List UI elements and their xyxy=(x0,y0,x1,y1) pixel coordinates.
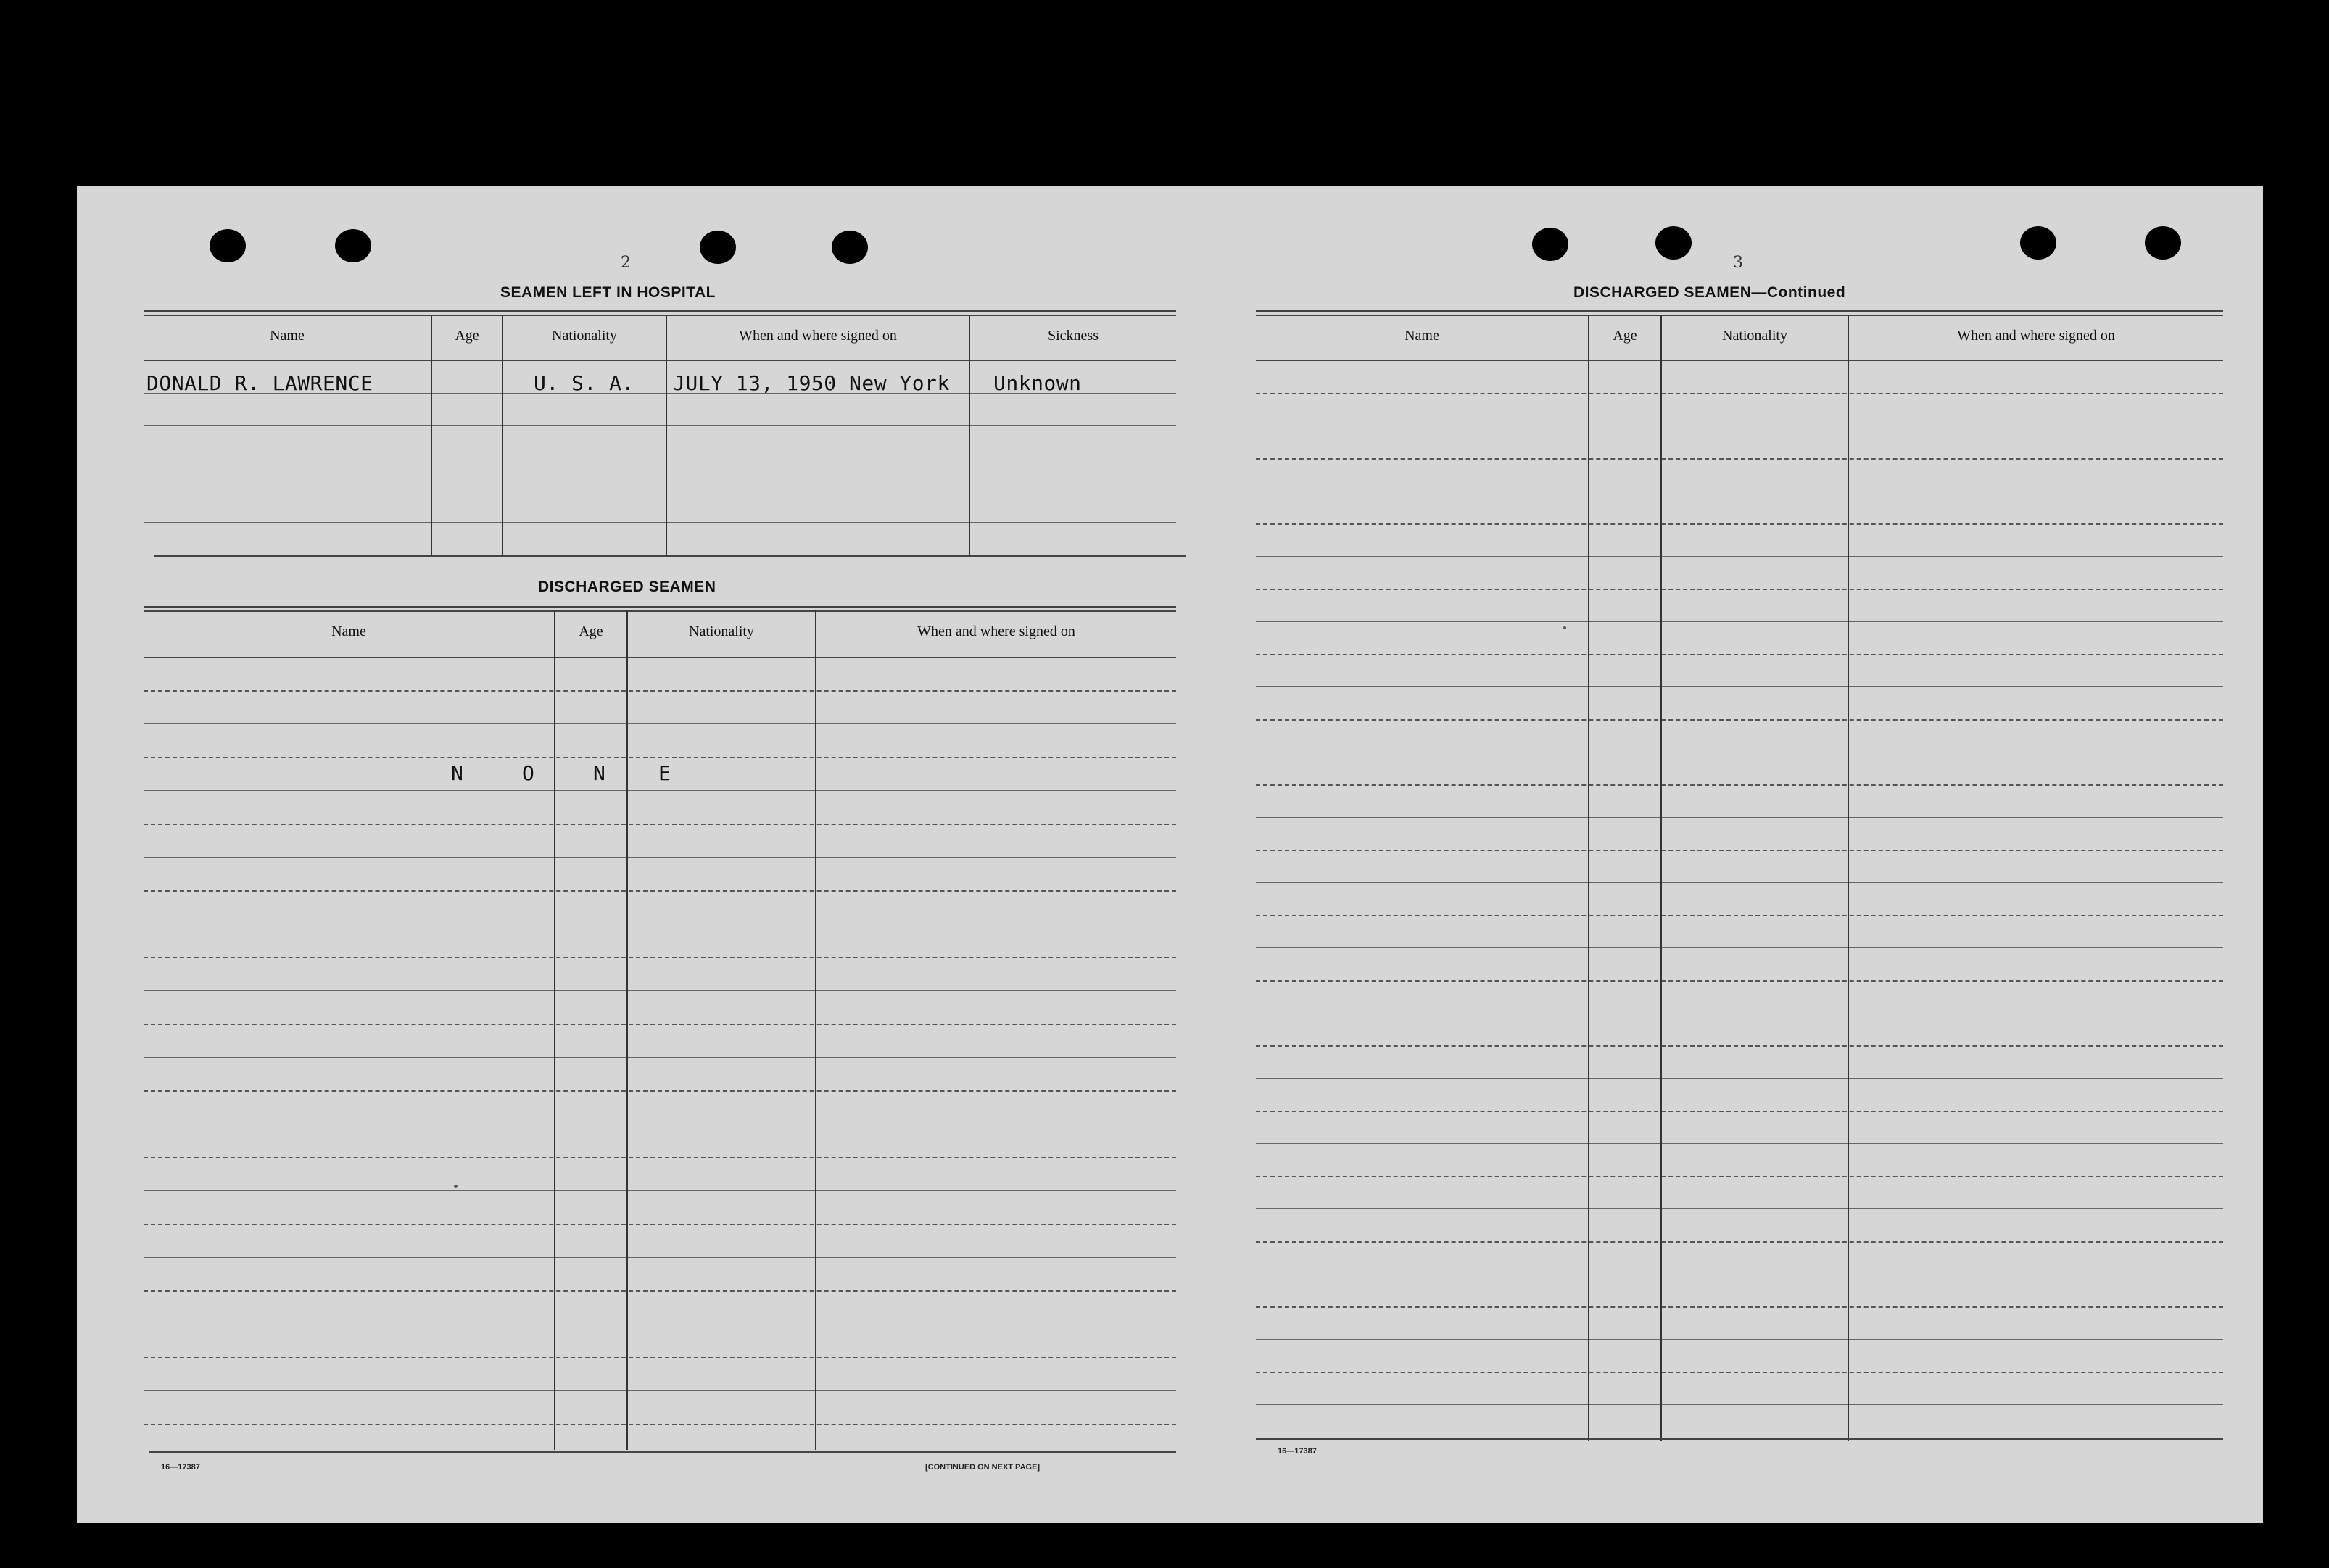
ruled-line xyxy=(144,824,1176,825)
ruled-line xyxy=(1256,947,2223,948)
hospital-entry-nationality: U. S. A. xyxy=(534,371,634,395)
ruled-line xyxy=(1256,1241,2223,1243)
ruled-line xyxy=(1256,882,2223,883)
punch-hole xyxy=(2145,226,2181,260)
ruled-line xyxy=(1256,719,2223,721)
column-header-nationality: Nationality xyxy=(1722,328,1787,344)
ruled-line xyxy=(144,1224,1176,1225)
none-letter: N xyxy=(451,761,464,785)
none-letter: N xyxy=(593,761,606,785)
manifest-sheet xyxy=(77,186,2263,1523)
ruled-line xyxy=(1256,556,2223,557)
ruled-line xyxy=(1256,621,2223,622)
punch-hole xyxy=(1655,226,1692,260)
ruled-line xyxy=(1256,1372,2223,1373)
discharged-continued-title: DISCHARGED SEAMEN—Continued xyxy=(1573,284,1846,301)
column-header-nationality: Nationality xyxy=(552,328,617,344)
ink-speck xyxy=(454,1185,458,1188)
hospital-section-title: SEAMEN LEFT IN HOSPITAL xyxy=(500,284,716,301)
ruled-line xyxy=(144,1390,1176,1391)
discharged-section-title: DISCHARGED SEAMEN xyxy=(538,578,716,595)
column-header-signed-on: When and where signed on xyxy=(1957,328,2115,344)
punch-hole xyxy=(700,231,736,264)
ruled-line xyxy=(144,1290,1176,1292)
ruled-line xyxy=(144,757,1176,758)
continued-note: [CONTINUED ON NEXT PAGE] xyxy=(925,1463,1041,1472)
ruled-line xyxy=(144,1357,1176,1358)
ruled-line xyxy=(1256,817,2223,818)
ruled-line xyxy=(1256,686,2223,687)
ruled-line xyxy=(144,1157,1176,1158)
ruled-line xyxy=(144,857,1176,858)
ruled-line xyxy=(1256,915,2223,916)
hospital-entry-signed-on: JULY 13, 1950 New York xyxy=(673,371,950,395)
ruled-line xyxy=(1256,1306,2223,1308)
ruled-line xyxy=(1256,1208,2223,1209)
page-number: 3 xyxy=(1733,254,1743,272)
ruled-line xyxy=(1256,1339,2223,1340)
ruled-line xyxy=(1256,589,2223,590)
ruled-line xyxy=(1256,1176,2223,1177)
ruled-line xyxy=(144,1190,1176,1191)
ruled-line xyxy=(1256,980,2223,982)
none-letter: E xyxy=(658,761,671,785)
ruled-line xyxy=(144,1090,1176,1092)
hospital-entry-name: DONALD R. LAWRENCE xyxy=(146,371,373,395)
punch-hole xyxy=(335,229,371,262)
ruled-line xyxy=(144,1424,1176,1425)
column-header-name: Name xyxy=(331,623,366,639)
ruled-line xyxy=(144,990,1176,991)
column-header-signed-on: When and where signed on xyxy=(917,623,1075,639)
ruled-line xyxy=(144,723,1176,724)
ruled-line xyxy=(1256,654,2223,655)
column-header-signed-on: When and where signed on xyxy=(739,328,897,344)
ruled-line xyxy=(144,890,1176,892)
punch-hole xyxy=(2020,226,2056,260)
ruled-line xyxy=(1256,458,2223,460)
ruled-line xyxy=(1256,1111,2223,1112)
ruled-line xyxy=(144,1057,1176,1058)
column-header-name: Name xyxy=(270,328,305,344)
ruled-line xyxy=(144,957,1176,958)
none-letter: O xyxy=(522,761,535,785)
ruled-line xyxy=(1256,523,2223,525)
ruled-line xyxy=(144,1257,1176,1258)
ruled-line xyxy=(1256,850,2223,851)
column-header-name: Name xyxy=(1405,328,1439,344)
hospital-entry-sickness: Unknown xyxy=(993,371,1082,395)
column-header-sickness: Sickness xyxy=(1048,328,1099,344)
column-header-age: Age xyxy=(1613,328,1637,344)
ruled-line xyxy=(1256,393,2223,394)
ruled-line xyxy=(144,690,1176,692)
form-number: 16—17387 xyxy=(1278,1447,1317,1456)
punch-hole xyxy=(832,231,868,264)
ruled-line xyxy=(1256,784,2223,786)
form-number: 16—17387 xyxy=(161,1463,200,1472)
ink-speck xyxy=(1563,626,1566,629)
column-header-age: Age xyxy=(455,328,479,344)
ruled-line xyxy=(1256,1404,2223,1405)
ruled-line xyxy=(1256,1143,2223,1144)
column-header-age: Age xyxy=(579,623,603,639)
page-number: 2 xyxy=(621,254,631,272)
column-header-nationality: Nationality xyxy=(689,623,754,639)
ruled-line xyxy=(1256,1045,2223,1047)
punch-hole xyxy=(1532,228,1568,261)
ruled-line xyxy=(144,790,1176,791)
ruled-line xyxy=(144,1024,1176,1025)
punch-hole xyxy=(210,229,246,262)
ruled-line xyxy=(1256,1078,2223,1079)
